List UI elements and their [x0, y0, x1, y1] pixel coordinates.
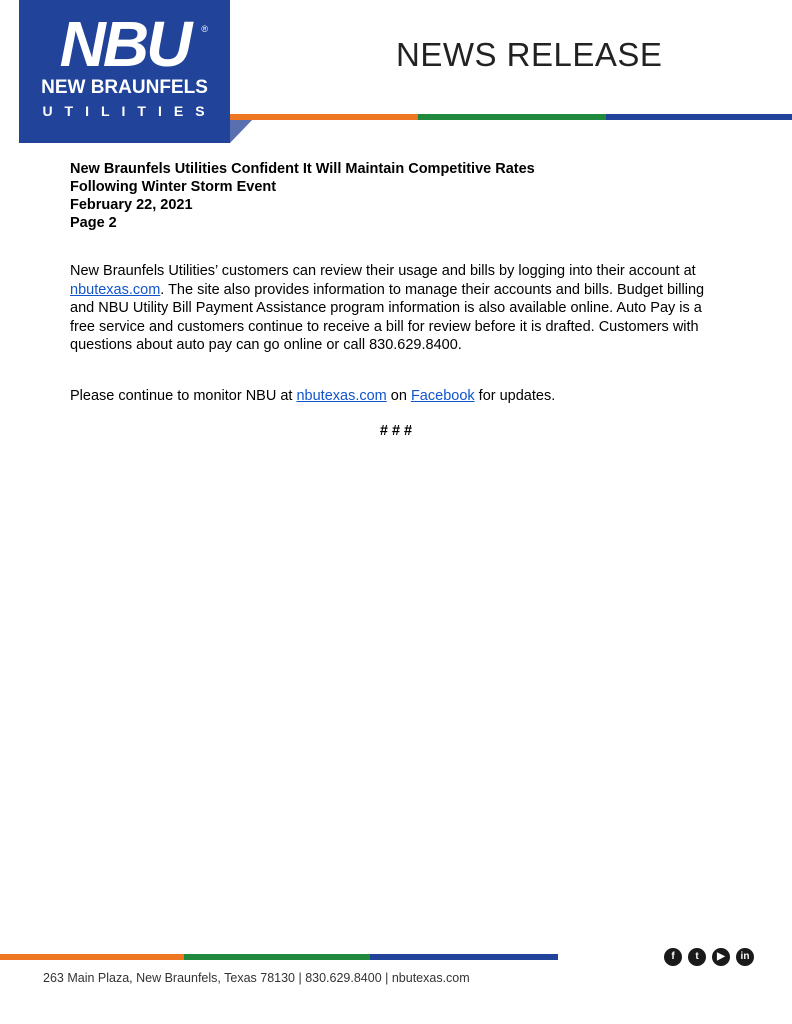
headline-line1: New Braunfels Utilities Confident It Will Maintain Competitive Rates [70, 161, 535, 177]
release-date: February 22, 2021 [70, 197, 193, 213]
nbutexas-link-2[interactable]: nbutexas.com [296, 388, 387, 404]
facebook-icon[interactable]: f [664, 948, 682, 966]
logo-registered: ® [201, 24, 208, 34]
twitter-icon[interactable]: t [688, 948, 706, 966]
footer-stripe-blue [370, 954, 558, 960]
logo-subname: UTILITIES [42, 103, 217, 119]
header-stripe-green [418, 114, 606, 120]
nbutexas-link[interactable]: nbutexas.com [70, 281, 161, 298]
body-paragraph-2 [70, 387, 730, 406]
end-mark: # # # [379, 423, 413, 439]
p1-text-b: . The site also provides information to manage their accounts and bills. Budget billing and NBU Utility Bill Payment Assistance program information is also available online. Auto Pay is a free service and customers continue to receive a bill for review before it is drafted. Customers with questions about auto pay can go online or call 830.629.8400. [70, 281, 705, 354]
headline-line2: Following Winter Storm Event [70, 179, 277, 195]
page-number: Page 2 [70, 215, 117, 231]
p2-text-b: for updates. [474, 388, 556, 404]
p2-text-a: Please continue to monitor NBU at [70, 388, 297, 404]
header-stripe-blue [606, 114, 792, 120]
footer-stripe-green [184, 954, 370, 960]
facebook-link[interactable]: Facebook [410, 388, 475, 404]
footer-stripe-orange [0, 954, 184, 960]
logo-tail-decoration [230, 118, 254, 143]
page-title: NEWS RELEASE [396, 36, 663, 73]
logo-mark: NBU [59, 8, 190, 80]
logo-name: NEW BRAUNFELS [41, 77, 208, 98]
body-paragraph-1 [70, 262, 730, 355]
nbu-logo [19, 0, 230, 143]
footer-address: 263 Main Plaza, New Braunfels, Texas 78130 | 830.629.8400 | nbutexas.com [43, 971, 470, 985]
p2-text-mid: on [386, 388, 411, 404]
p1-text-a: New Braunfels Utilities’ customers can review their usage and bills by logging into their account at [70, 263, 696, 279]
linkedin-icon[interactable]: in [736, 948, 754, 966]
release-headline [70, 160, 535, 232]
youtube-icon[interactable]: ▶ [712, 948, 730, 966]
header-stripe-orange [230, 114, 418, 120]
